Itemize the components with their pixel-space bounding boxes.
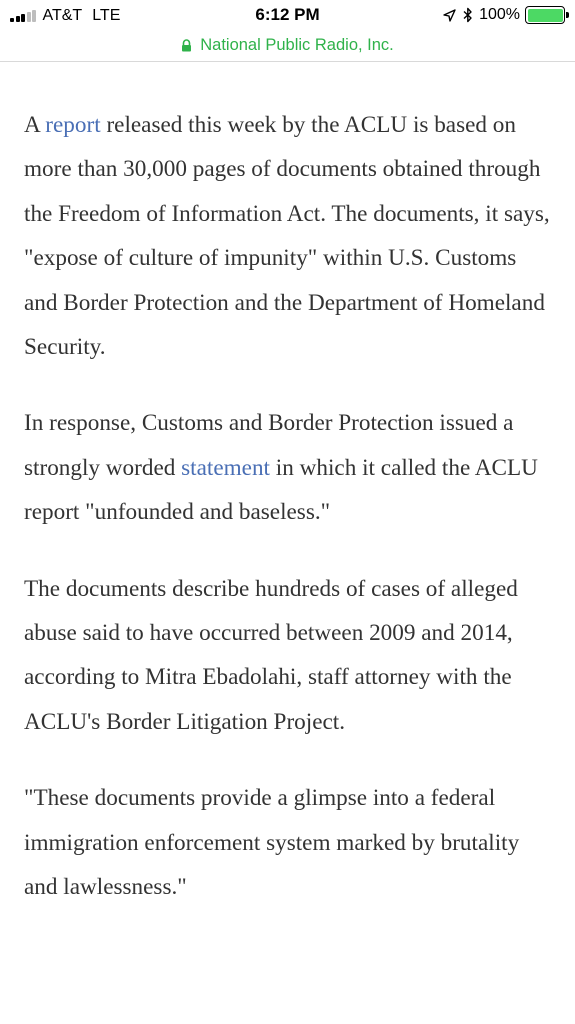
status-bar: [0, 0, 575, 32]
chrome-divider: [0, 61, 575, 62]
location-arrow-icon: [443, 9, 456, 22]
status-time: 6:12 PM: [255, 5, 320, 24]
bluetooth-icon: [463, 7, 473, 23]
url-bar[interactable]: [0, 30, 575, 60]
network-type: LTE: [92, 7, 121, 24]
battery-fill: [528, 9, 563, 22]
battery-percent: 100%: [479, 6, 520, 23]
carrier-name: AT&T: [42, 7, 83, 24]
battery-icon: [525, 6, 565, 24]
battery-tip: [566, 12, 569, 18]
article-body: [24, 103, 554, 942]
lock-icon: [181, 39, 192, 52]
article-paragraph-4: "These documents provide a glimpse into a federal immigration enforcement system marked by brutality and lawlessness.": [24, 785, 520, 901]
article-paragraph-3: The documents describe hundreds of cases of alleged abuse said to have occurred between 2009 and 2014, according to Mitra Ebadolahi, staff attorney with the ACLU's Border Litigation Project.: [24, 575, 518, 735]
report-link[interactable]: report: [45, 112, 101, 138]
status-right: [443, 5, 565, 25]
site-name: National Public Radio, Inc.: [200, 35, 394, 54]
article-paragraph-1: A report released this week by the ACLU is based on more than 30,000 pages of documents obtained through the Freedom of Information Act. The documents, it says, "expose of culture of impunity" within U.S. Customs and Border Protection and the Department of Homeland Security.: [24, 112, 550, 361]
statement-link[interactable]: statement: [181, 454, 270, 481]
article-paragraph-2: In response, Customs and Border Protection issued a strongly worded statement in which it called the ACLU report "unfounded and baseless.": [24, 410, 538, 526]
